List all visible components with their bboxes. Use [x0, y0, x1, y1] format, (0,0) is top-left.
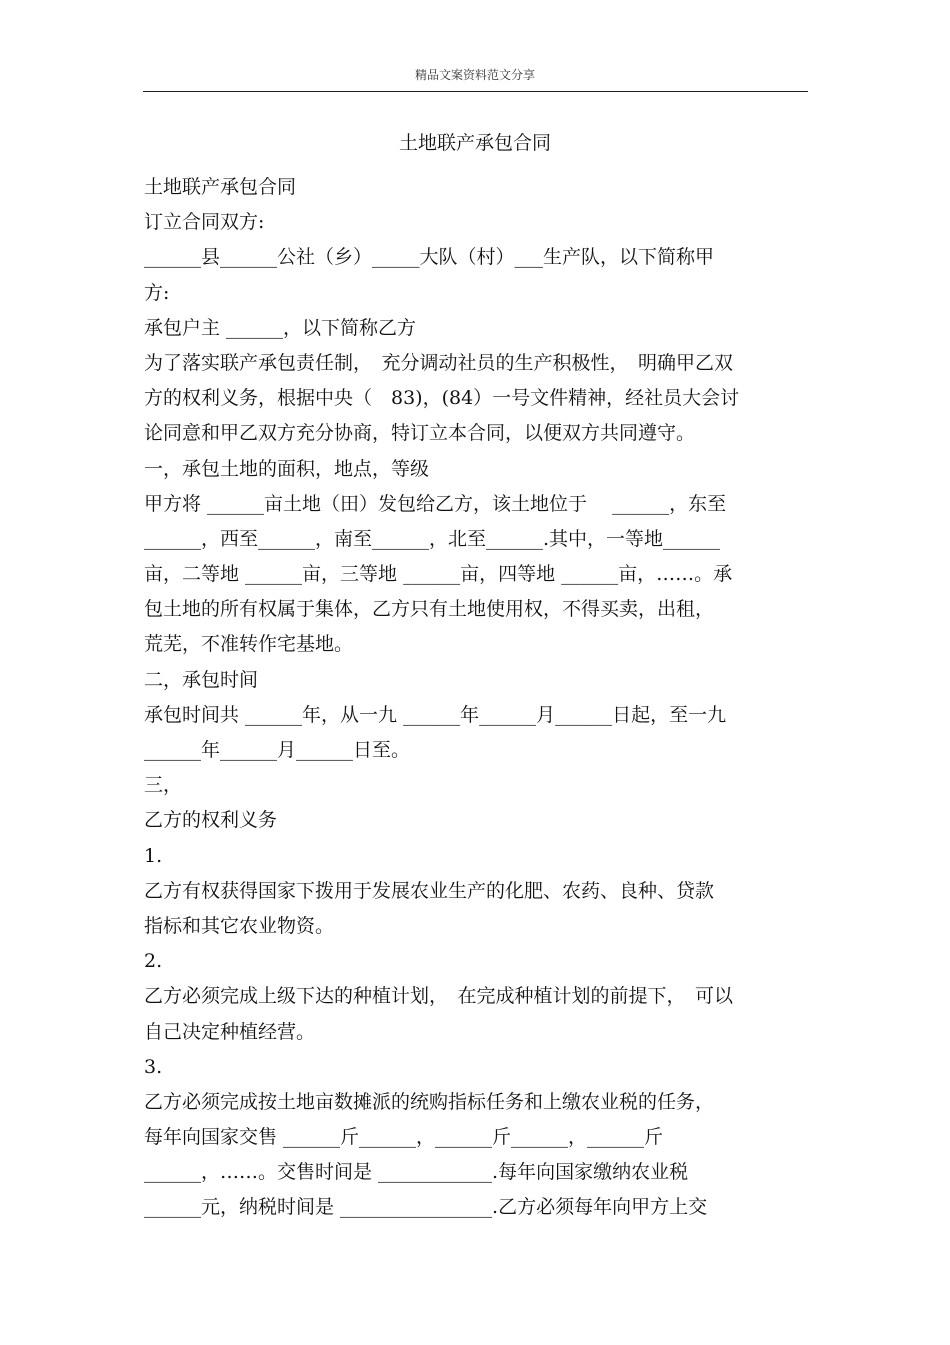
section-heading: 二，承包时间: [144, 668, 259, 691]
body-line: 订立合同双方:: [144, 211, 265, 234]
body-line: 甲方将 ______亩土地（田）发包给乙方，该土地位于 ______，东至: [144, 492, 727, 515]
body-line: 包土地的所有权属于集体，乙方只有土地使用权，不得买卖，出租，: [144, 598, 715, 621]
body-line: ______元，纳税时间是 ________________.乙方必须每年向甲方上交: [144, 1196, 708, 1219]
contract-body: [144, 170, 812, 1226]
body-line: 承包户主 ______，以下简称乙方: [144, 316, 417, 339]
body-line: 自己决定种植经营。: [144, 1020, 316, 1043]
body-line: 方:: [144, 281, 170, 304]
body-line: 亩，二等地 ______亩，三等地 ______亩，四等地 ______亩，……。承: [144, 563, 733, 586]
item-number: 2.: [144, 950, 163, 973]
body-line: 每年向国家交售 ______斤______，______斤______，______斤: [144, 1126, 664, 1149]
body-line: 乙方必须完成按土地亩数摊派的统购指标任务和上缴农业税的任务，: [144, 1090, 715, 1113]
body-line: 方的权利义务，根据中央（ 83)，(84）一号文件精神，经社员大会讨: [144, 387, 740, 410]
body-line: 土地联产承包合同: [144, 176, 297, 198]
body-line: 荒芜，不准转作宅基地。: [144, 633, 354, 656]
body-line: 乙方必须完成上级下达的种植计划， 在完成种植计划的前提下， 可以: [144, 985, 734, 1008]
header-divider: [143, 91, 808, 92]
body-line: ______年______月______日至。: [144, 739, 411, 761]
document-title: 土地联产承包合同: [398, 132, 551, 154]
body-line: 指标和其它农业物资。: [144, 914, 335, 937]
item-number: 3.: [144, 1055, 163, 1078]
section-heading: 一，承包土地的面积，地点，等级: [144, 457, 430, 480]
body-line: ______，西至______，南至______，北至______.其中，一等地______: [144, 527, 721, 550]
section-heading: 乙方的权利义务: [144, 809, 278, 832]
body-line: 为了落实联产承包责任制， 充分调动社员的生产积极性， 明确甲乙双: [144, 351, 734, 374]
body-line: 论同意和甲乙双方充分协商，特订立本合同，以便双方共同遵守。: [144, 422, 696, 445]
item-number: 1.: [144, 844, 163, 867]
body-line: ______县______公社（乡）_____大队（村）___生产队，以下简称甲: [144, 246, 715, 269]
page-header: 精品文案资料范文分享: [414, 68, 535, 82]
body-line: 乙方有权获得国家下拨用于发展农业生产的化肥、农药、良种、贷款: [144, 879, 715, 902]
section-heading: 三，: [144, 774, 183, 797]
body-line: 承包时间共 ______年，从一九 ______年______月______日起，至一九: [144, 703, 727, 726]
body-line: ______，……。交售时间是 ____________.每年向国家缴纳农业税: [144, 1161, 689, 1184]
